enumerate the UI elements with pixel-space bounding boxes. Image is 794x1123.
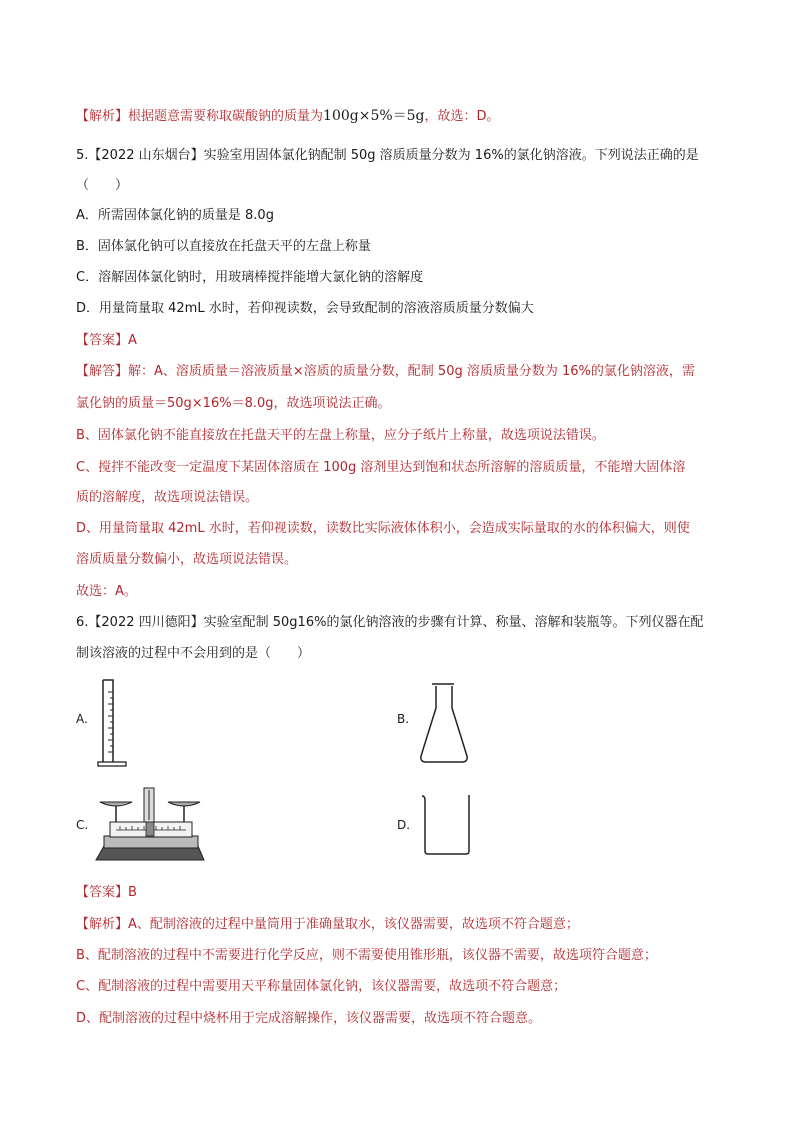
q5-answer-tag: 【答案】 <box>76 333 129 348</box>
q6-analysis-line1 <box>76 917 579 933</box>
q6-analysis-line2: B、配制溶液的过程中不需要进行化学反应，则不需要使用锥形瓶，该仪器不需要，故选项符合题意； <box>76 948 657 963</box>
q5-stem-line2: （ ） <box>76 178 129 193</box>
q5-solution-line7: 溶质质量分数偏小，故选项说法错误。 <box>76 552 298 567</box>
q5-solution-line1 <box>76 364 695 380</box>
q5-stem-line1: 5.【2022 山东烟台】实验室用固体氯化钠配制 50g 溶质质量分数为 16%的氯化钠溶液。下列说法正确的是 <box>76 148 699 163</box>
q5-solution-tag: 【解答】 <box>76 364 129 379</box>
q5-solution-line6: D、用量筒量取 42mL 水时，若仰视读数，读数比实际液体体积小，会造成实际量取的水的体积偏大，则使 <box>76 521 690 536</box>
q6-option-c-label: C. <box>76 818 89 832</box>
balance-scale-figure <box>94 786 206 862</box>
q5-option-b: B．固体氯化钠可以直接放在托盘天平的左盘上称量 <box>76 239 371 254</box>
q6-stem-line2: 制该溶液的过程中不会用到的是（ ） <box>76 646 311 661</box>
q5-solution-line5: 质的溶解度，故选项说法错误。 <box>76 490 259 505</box>
q6-answer-value: B <box>128 885 137 900</box>
q5-option-a: A．所需固体氯化钠的质量是 8.0g <box>76 208 274 223</box>
q6-stem-line1: 6.【2022 四川德阳】实验室配制 50g16%的氯化钠溶液的步骤有计算、称量、溶解和装瓶等。下列仪器在配 <box>76 615 704 630</box>
beaker-figure <box>420 793 474 857</box>
q6-analysis-line3: C、配制溶液的过程中需要用天平称量固体氯化钠，该仪器需要，故选项不符合题意； <box>76 979 567 994</box>
q5-answer <box>76 333 137 349</box>
q4-analysis-end: ，故选：D。 <box>424 109 500 124</box>
q6-analysis-tag: 【解析】 <box>76 917 129 932</box>
q6-option-b-label: B. <box>397 712 410 726</box>
q5-answer-value: A <box>128 333 137 348</box>
q6-option-a-label: A. <box>76 712 88 726</box>
q4-analysis-tag: 【解析】 <box>76 109 129 124</box>
conical-flask-figure <box>418 682 474 764</box>
q5-solution-text: 解：A、溶质质量＝溶液质量×溶质的质量分数，配制 50g 溶质质量分数为 16%的氯化钠溶液，需 <box>128 364 695 379</box>
graduated-cylinder-figure <box>96 678 132 768</box>
q4-formula: 100g×5%＝5g <box>323 108 425 124</box>
q5-option-d: D．用量筒量取 42mL 水时，若仰视读数，会导致配制的溶液溶质质量分数偏大 <box>76 301 534 316</box>
q4-analysis <box>76 108 500 125</box>
q6-answer-tag: 【答案】 <box>76 885 129 900</box>
q6-analysis-line4: D、配制溶液的过程中烧杯用于完成溶解操作，该仪器需要，故选项不符合题意。 <box>76 1011 542 1026</box>
q6-analysis-text: A、配制溶液的过程中量筒用于准确量取水，该仪器需要，故选项不符合题意； <box>128 917 579 932</box>
q5-solution-line2: 氯化钠的质量＝50g×16%＝8.0g，故选项说法正确。 <box>76 396 391 411</box>
q5-option-c: C．溶解固体氯化钠时，用玻璃棒搅拌能增大氯化钠的溶解度 <box>76 270 424 285</box>
q5-solution-line8: 故选：A。 <box>76 584 137 599</box>
q5-solution-line4: C、搅拌不能改变一定温度下某固体溶质在 100g 溶剂里达到饱和状态所溶解的溶质质量，不能增大固体溶 <box>76 460 686 475</box>
q6-answer <box>76 885 137 901</box>
q6-option-d-label: D. <box>397 818 411 832</box>
q4-analysis-text: 根据题意需要称取碳酸钠的质量为 <box>128 109 324 124</box>
q5-solution-line3: B、固体氯化钠不能直接放在托盘天平的左盘上称量，应分子纸片上称量，故选项说法错误。 <box>76 428 605 443</box>
